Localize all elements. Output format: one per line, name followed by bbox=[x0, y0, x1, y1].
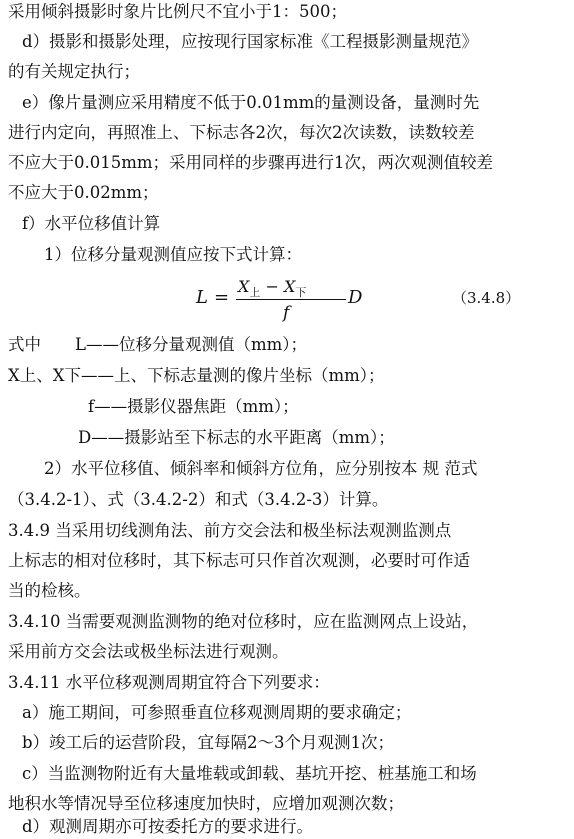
clause-3-4-11: 3.4.11 水平位移观测周期宜符合下列要求： bbox=[8, 673, 330, 692]
text-line: 进行内定向，再照准上、下标志各2次，每次2次读数，读数较差 bbox=[8, 123, 475, 142]
text-line: 采用前方交会法或极坐标法进行观测。 bbox=[8, 642, 289, 661]
fraction-bar bbox=[236, 299, 346, 300]
item-f: f）水平位移值计算 bbox=[22, 214, 161, 233]
formula-denominator: f bbox=[283, 303, 290, 323]
formula-3-4-8 bbox=[0, 277, 574, 325]
text-line: 采用倾斜摄影时象片比例尺不宜小于1：500； bbox=[8, 2, 347, 21]
text-line: 的有关规定执行； bbox=[8, 62, 140, 81]
text-line bbox=[8, 335, 568, 355]
formula-x-lower: X bbox=[283, 277, 296, 296]
def-x: X上、X下——上、下标志量测的像片坐标（mm）； bbox=[8, 366, 385, 385]
text-line: 不应大于0.015mm；采用同样的步骤再进行1次，两次观测值较差 bbox=[8, 153, 494, 172]
formula-equals: = bbox=[214, 287, 230, 308]
text-line: 不应大于0.02mm； bbox=[8, 183, 159, 202]
where-label: 式中 bbox=[8, 335, 41, 354]
item-a: a）施工期间，可参照垂直位移观测周期的要求确定； bbox=[22, 703, 412, 722]
formula-x-upper: X bbox=[238, 277, 250, 296]
formula-number: （3.4.8） bbox=[452, 289, 521, 307]
item-e: e）像片量测应采用精度不低于0.01mm的量测设备，量测时先 bbox=[22, 93, 480, 112]
item-d: d）摄影和摄影处理，应按现行国家标准《工程摄影测量规范》 bbox=[22, 32, 479, 51]
formula-sub-upper: 上 bbox=[249, 286, 261, 300]
def-D: D——摄影站至下标志的水平距离（mm）； bbox=[78, 428, 395, 447]
subitem-2: 2）水平位移值、倾斜率和倾斜方位角，应分别按本 规 范式 bbox=[44, 459, 478, 478]
formula-minus: − bbox=[260, 277, 284, 296]
text-line: 地积水等情况导至位移速度加快时，应增加观测次数； bbox=[8, 794, 404, 813]
clause-3-4-9: 3.4.9 当采用切线测角法、前方交会法和极坐标法观测监测点 bbox=[8, 521, 452, 540]
clause-3-4-10: 3.4.10 当需要观测监测物的绝对位移时，应在监测网点上设站， bbox=[8, 612, 479, 631]
subitem-1: 1）位移分量观测值应按下式计算： bbox=[44, 245, 302, 264]
formula-lhs: L bbox=[196, 287, 208, 308]
def-f: f——摄影仪器焦距（mm）； bbox=[88, 397, 299, 416]
item-d2: d）观测周期亦可按委托方的要求进行。 bbox=[22, 817, 314, 836]
def-L: L——位移分量观测值（mm）； bbox=[75, 335, 307, 354]
formula-sub-lower: 下 bbox=[295, 286, 307, 300]
formula-rhs: D bbox=[348, 287, 363, 308]
text-line: （3.4.2-1）、式（3.4.2-2）和式（3.4.2-3）计算。 bbox=[8, 490, 389, 509]
item-c: c）当监测物附近有大量堆载或卸载、基坑开挖、桩基施工和场 bbox=[22, 764, 477, 783]
formula-numerator bbox=[238, 277, 306, 300]
text-line: 当的检核。 bbox=[8, 581, 91, 600]
item-b: b）竣工后的运营阶段，宜每隔2～3个月观测1次； bbox=[22, 733, 395, 752]
text-line: 上标志的相对位移时，其下标志可只作首次观测，必要时可作适 bbox=[8, 551, 470, 570]
